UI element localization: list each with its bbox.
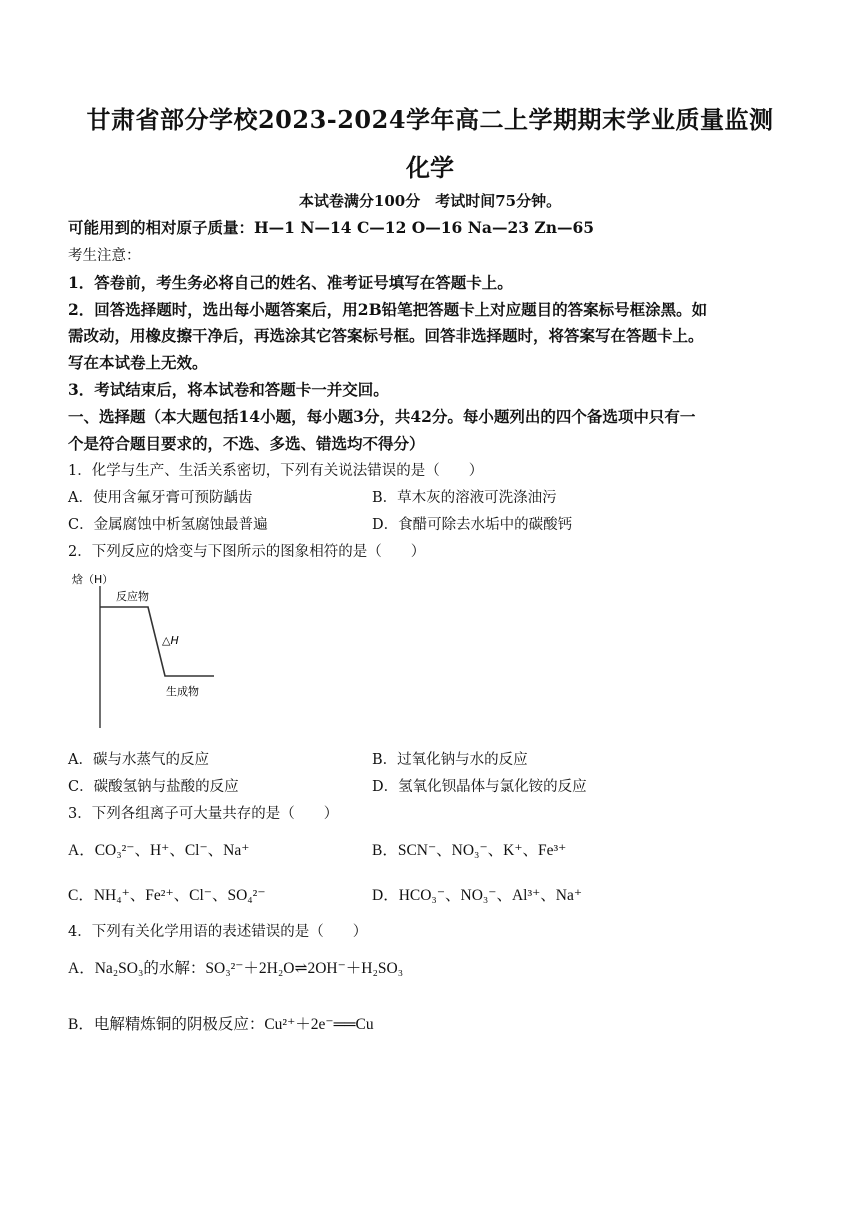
notice-heading: 考生注意：	[68, 248, 141, 264]
q1-stem: 1．化学与生产、生活关系密切，下列有关说法错误的是（ ）	[68, 463, 484, 479]
q2-stem: 2．下列反应的焓变与下图所示的图象相符的是（ ）	[68, 544, 426, 560]
reactant-label: 反应物	[116, 590, 149, 603]
q1-option-a: A．使用含氟牙膏可预防龋齿	[68, 490, 253, 506]
section-heading: 一、选择题（本大题包括14小题，每小题3分，共42分。每小题列出的四个备选项中只有一	[68, 407, 696, 426]
delta-h-label: △H	[162, 634, 179, 647]
product-label: 生成物	[166, 685, 199, 698]
notice-item-2: 2．回答选择题时，选出每小题答案后，用2B铅笔把答题卡上对应题目的答案标号框涂黑。如	[68, 300, 708, 319]
q4-option-b: B．电解精炼铜的阴极反应：Cu²⁺＋2e⁻══Cu	[68, 1016, 374, 1033]
notice-item-2-end: 写在本试卷上无效。	[68, 353, 208, 372]
enthalpy-curve	[100, 607, 214, 676]
atomic-masses: 可能用到的相对原子质量：H—1 N—14 C—12 O—16 Na—23 Zn—65	[68, 218, 595, 237]
q1-option-d: D．食醋可除去水垢中的碳酸钙	[372, 517, 573, 533]
q4-stem: 4．下列有关化学用语的表述错误的是（ ）	[68, 924, 368, 940]
q3-option-a: A．CO₃²⁻、H⁺、Cl⁻、Na⁺	[68, 842, 250, 859]
q3-stem: 3．下列各组离子可大量共存的是（ ）	[68, 806, 339, 822]
q2-option-d: D．氢氧化钡晶体与氯化铵的反应	[372, 779, 587, 795]
q1-option-b: B．草木灰的溶液可洗涤油污	[372, 490, 557, 506]
exam-info: 本试卷满分100分 考试时间75分钟。	[298, 192, 562, 210]
q3-option-c: C．NH₄⁺、Fe²⁺、Cl⁻、SO₄²⁻	[68, 887, 266, 904]
q1-option-c: C．金属腐蚀中析氢腐蚀最普遍	[68, 517, 268, 533]
q3-option-d: D．HCO₃⁻、NO₃⁻、Al³⁺、Na⁺	[372, 887, 583, 904]
q4-option-a: A．Na₂SO₃的水解：SO₃²⁻＋2H₂O⇌2OH⁻＋H₂SO₃	[68, 960, 404, 977]
page-title: 甘肃省部分学校2023-2024学年高二上学期期末学业质量监测	[86, 105, 774, 134]
q2-option-b: B．过氧化钠与水的反应	[372, 752, 528, 768]
enthalpy-diagram	[66, 570, 216, 730]
q2-option-a: A．碳与水蒸气的反应	[68, 752, 209, 768]
subject-title: 化学	[406, 153, 454, 182]
y-axis-label: 焓（H）	[72, 573, 114, 586]
q2-option-c: C．碳酸氢钠与盐酸的反应	[68, 779, 239, 795]
notice-item-2-cont: 需改动，用橡皮擦干净后，再选涂其它答案标号框。回答非选择题时，将答案写在答题卡上。	[68, 326, 704, 345]
enthalpy-diagram-svg	[66, 570, 216, 730]
section-heading-cont: 个是符合题目要求的，不选、多选、错选均不得分）	[68, 434, 425, 453]
q3-option-b: B．SCN⁻、NO₃⁻、K⁺、Fe³⁺	[372, 842, 567, 859]
notice-item-3: 3．考试结束后，将本试卷和答题卡一并交回。	[68, 380, 389, 399]
notice-item-1: 1．答卷前，考生务必将自己的姓名、准考证号填写在答题卡上。	[68, 273, 513, 292]
